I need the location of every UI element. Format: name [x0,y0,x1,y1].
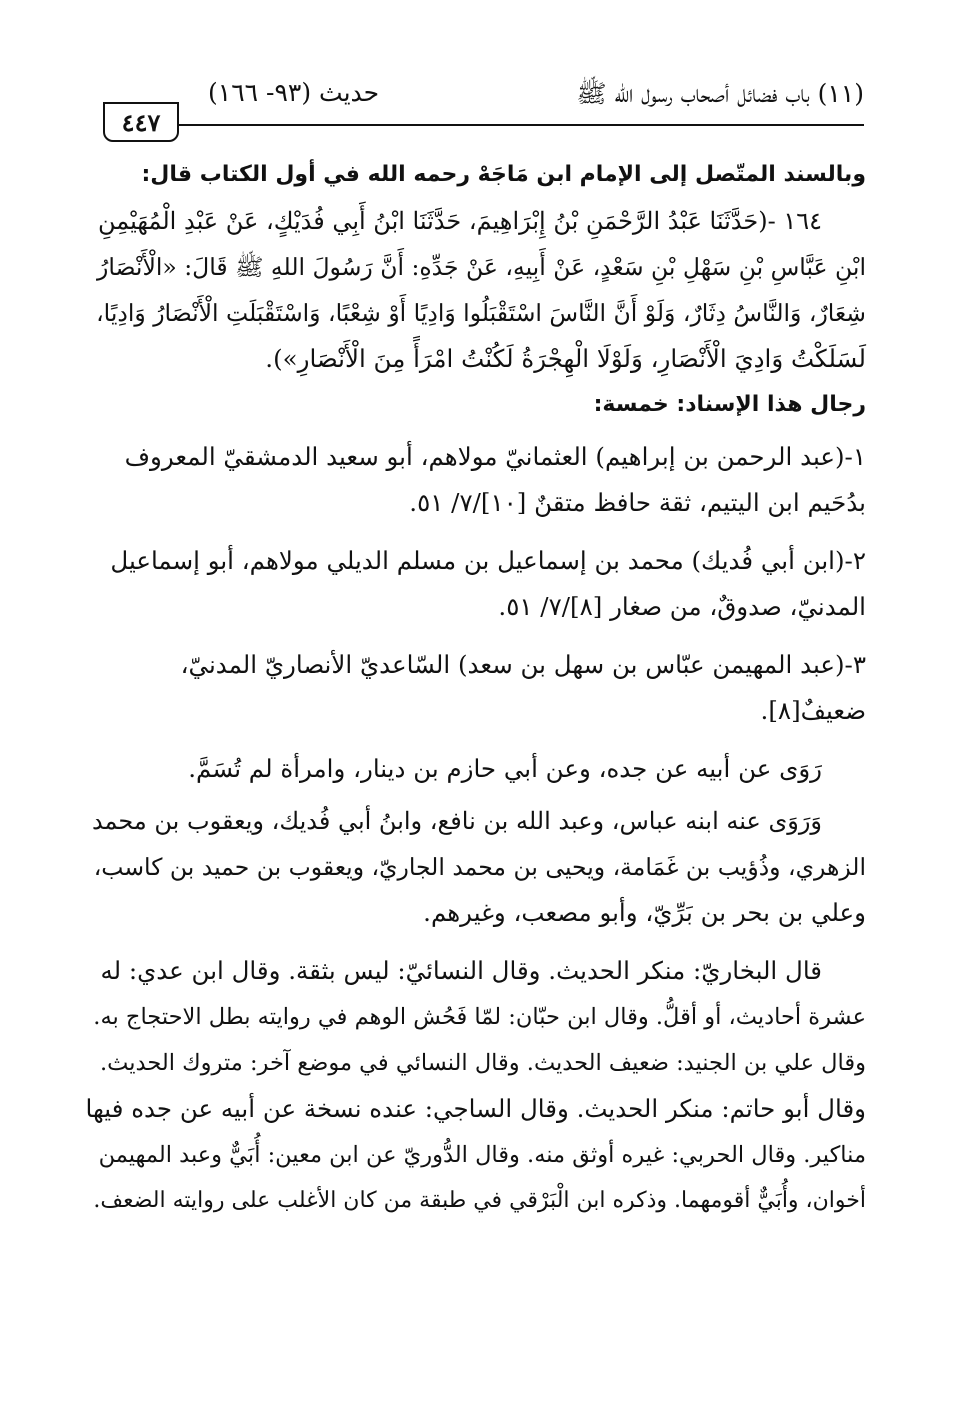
narrator-line: المدنيّ، صدوقٌ، من صغار [٨]/٧/ ٥١. [498,592,866,621]
intro-heading: وبالسند المتّصل إلى الإمام ابن مَاجَهْ رحمه الله في أول الكتاب قال: [141,162,866,187]
page-body [86,152,866,1224]
narrated-from: رَوَى عن أبيه عن جده، وعن أبي حازم بن دينار، وامرأة لم تُسَمَّ. [188,754,822,783]
criticism [86,948,866,1224]
page-number: ٤٤٧ [103,102,179,142]
criticism-line: مناكير. وقال الحربي: غيره أوثق منه. وقال الدُّوريّ عن ابن معين: أُبَيٌّ وعبد المهيمن [98,1142,866,1168]
narrator-line: ٢-(ابن أبي فُديك) محمد بن إسماعيل بن مسلم الديلي مولاهم، أبو إسماعيل [110,546,866,575]
header-rule [175,124,864,126]
hadith-text [86,198,866,382]
narrator-line: ضعيفٌ[٨]. [760,696,866,725]
criticism-line: وقال علي بن الجنيد: ضعيف الحديث. وقال النسائي في موضع آخر: متروك الحديث. [100,1050,866,1076]
narrator-line: بدُحَيم ابن اليتيم، ثقة حافظ متقنٌ [١٠]/٧/ ٥١. [409,488,866,517]
narrator-line: ٣-(عبد المهيمن عبّاس بن سهل بن سعد) السّاعديّ الأنصاريّ المدنيّ، [180,650,866,679]
narrated-by [86,798,866,936]
narrator-line: ١-(عبد الرحمن بن إبراهيم) العثمانيّ مولاهم، أبو سعيد الدمشقيّ المعروف [124,442,866,471]
narrated-by-line: وَرَوَى عنه ابنه عباس، وعبد الله بن نافع، وابنُ أبي فُديك، ويعقوب بن محمد [91,807,822,835]
criticism-line: وقال أبو حاتم: منكر الحديث. وقال الساجي: عنده نسخة عن أبيه عن جده فيها [85,1094,866,1123]
hadith-line: لَسَلَكْتُ وَادِيَ الْأَنْصَارِ، وَلَوْلَا الْهِجْرَةُ لَكُنْتُ امْرَأً مِنَ الْأَنْصَارِ»). [265,344,866,373]
criticism-line: عشرة أحاديث، أو أقلُّ. وقال ابن حبّان: لمّا فَحُش الوهم في روايته بطل الاحتجاج به. [93,1004,866,1030]
hadith-line: ١٦٤ -(حَدَّثَنَا عَبْدُ الرَّحْمَنِ بْنُ إِبْرَاهِيمَ، حَدَّثَنَا ابْنُ أَبِي فُدَيْكٍ، عَنْ عَبْدِ الْمُهَيْمِنِ [98,207,822,235]
narrator-entry [86,434,866,526]
hadith-range: حديث (٩٣- ١٦٦) [208,78,380,107]
narrator-entry [86,642,866,734]
chapter-title: (١١) باب فضائل أصحاب رسول الله ﷺ [576,79,864,108]
narrators-heading: رجال هذا الإسناد: خمسة: [593,392,866,417]
narrator-entry [86,538,866,630]
hadith-line: ابْنِ عَبَّاسِ بْنِ سَهْلِ بْنِ سَعْدٍ، عَنْ أَبِيهِ، عَنْ جَدِّهِ: أَنَّ رَسُولَ اللهِ ﷺ قَالَ: «الْأَنْصَارُ [97,253,866,281]
hadith-line: شِعَارٌ، وَالنَّاسُ دِثَارٌ، وَلَوْ أَنَّ النَّاسَ اسْتَقْبَلُوا وَادِيًا أَوْ شِعْبًا، وَاسْتَقْبَلَتِ الْأَنْصَارُ وَادِيًا، [96,299,866,327]
narrated-by-line: الزهري، وذُؤيب بن غَمَامة، ويحيى بن محمد الجاريّ، ويعقوب بن حميد بن كاسب، [93,853,866,881]
criticism-line: أخوان، وأُبَيٌّ أقومهما. وذكره ابن الْبَرْقي في طبقة من كان الأغلب على روايته الضعف. [93,1188,866,1213]
criticism-line: قال البخاريّ: منكر الحديث. وقال النسائيّ: ليس بثقة. وقال ابن عدي: له [100,956,822,985]
narrated-by-line: وعلي بن بحر بن بَرِّيّ، وأبو مصعب، وغيرهم. [423,898,866,927]
